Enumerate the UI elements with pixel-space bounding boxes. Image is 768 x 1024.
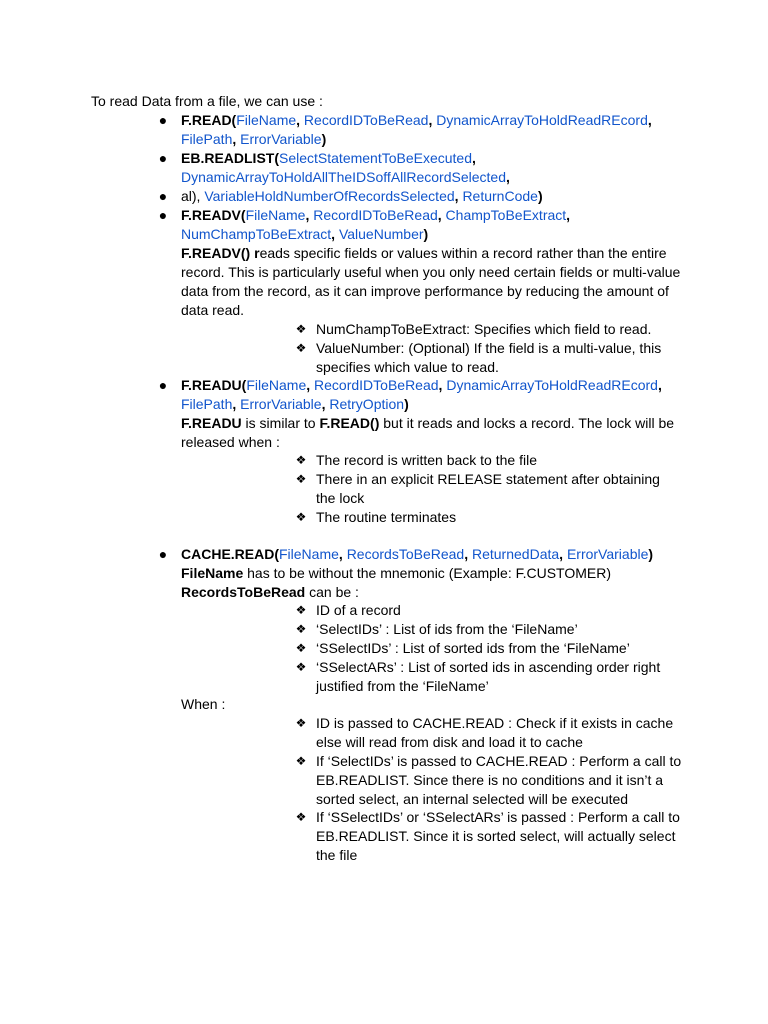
- diamond-bullet: ❖: [295, 641, 307, 655]
- bullet-readlist: ●: [158, 150, 168, 166]
- list-item: ID is passed to CACHE.READ : Check if it exists in cache: [316, 715, 674, 731]
- freadv-desc-line1: F.READV() reads specific fields or values within a record rather than the entire: [181, 245, 667, 261]
- diamond-bullet: ❖: [295, 716, 307, 730]
- param: ErrorVariable: [240, 396, 322, 412]
- list-item: NumChampToBeExtract: Specifies which field to read.: [316, 321, 652, 337]
- freadv-desc-line3: data from the record, as it can improve performance by reducing the amount of: [181, 283, 669, 299]
- diamond-bullet: ❖: [295, 754, 307, 768]
- freadv-signature-line1: F.READV(FileName, RecordIDToBeRead, ChampToBeExtract,: [181, 207, 571, 223]
- freadv-desc-line4: data read.: [181, 302, 245, 318]
- freadu-desc-line1: F.READU is similar to F.READ() but it reads and locks a record. The lock will be: [181, 415, 675, 431]
- param: ErrorVariable: [240, 131, 322, 147]
- list-item-cont: justified from the ‘FileName’: [316, 678, 489, 694]
- fread-name: F.READ(: [181, 112, 237, 128]
- param: FileName: [279, 546, 339, 562]
- diamond-bullet: ❖: [295, 472, 307, 486]
- freadu-name: F.READU(: [181, 377, 247, 393]
- freadv-name: F.READV(: [181, 207, 246, 223]
- diamond-bullet: ❖: [295, 660, 307, 674]
- param: FileName: [245, 207, 306, 223]
- list-item-cont: EB.READLIST. Since there is no conditions and it isn’t a: [316, 772, 664, 788]
- param: RecordIDToBeRead: [313, 207, 438, 223]
- list-item-cont: EB.READLIST. Since it is sorted select, will actually select: [316, 828, 676, 844]
- cache-name: CACHE.READ(: [181, 546, 279, 562]
- list-item: ‘SelectIDs’ : List of ids from the ‘FileName’: [316, 621, 578, 637]
- param: RecordsToBeRead: [346, 546, 465, 562]
- bullet-readlist-cont: ●: [158, 188, 168, 204]
- list-item: There in an explicit RELEASE statement after obtaining: [316, 471, 660, 487]
- param: ChampToBeExtract: [445, 207, 567, 223]
- param: DynamicArrayToHoldReadREcord: [446, 377, 658, 393]
- diamond-bullet: ❖: [295, 603, 307, 617]
- diamond-bullet: ❖: [295, 510, 307, 524]
- param: SelectStatementToBeExecuted: [279, 150, 473, 166]
- when-label: When :: [181, 696, 226, 712]
- list-item-cont: specifies which value to read.: [316, 359, 499, 375]
- list-item-cont: else will read from disk and load it to cache: [316, 734, 583, 750]
- param: VariableHoldNumberOfRecordsSelected: [204, 188, 455, 204]
- diamond-bullet: ❖: [295, 341, 307, 355]
- param: NumChampToBeExtract: [181, 226, 332, 242]
- freadu-signature-line2: FilePath, ErrorVariable, RetryOption): [181, 396, 409, 412]
- param: ReturnCode: [462, 188, 538, 204]
- list-item: The record is written back to the file: [316, 452, 537, 468]
- param: RecordIDToBeRead: [303, 112, 429, 128]
- bullet-cache-read: ●: [158, 546, 168, 562]
- param: FileName: [246, 377, 307, 393]
- freadv-signature-line2: NumChampToBeExtract, ValueNumber): [181, 226, 429, 242]
- readlist-signature-line3: al), VariableHoldNumberOfRecordsSelected, ReturnCode): [181, 188, 543, 204]
- param: RetryOption: [329, 396, 405, 412]
- list-item-cont: sorted select, an internal selected will be executed: [316, 791, 629, 807]
- cache-records-line: RecordsToBeRead can be :: [181, 584, 359, 600]
- readlist-signature-line1: EB.READLIST(SelectStatementToBeExecuted,: [181, 150, 476, 166]
- diamond-bullet: ❖: [295, 322, 307, 336]
- list-item: If ‘SSelectIDs’ or ‘SSelectARs’ is passed : Perform a call to: [316, 809, 680, 825]
- diamond-bullet: ❖: [295, 453, 307, 467]
- param: FilePath: [181, 131, 233, 147]
- bullet-fread: ●: [158, 112, 168, 128]
- param: ReturnedData: [471, 546, 560, 562]
- param: FileName: [236, 112, 297, 128]
- param: ValueNumber: [338, 226, 424, 242]
- diamond-bullet: ❖: [295, 622, 307, 636]
- readlist-name: EB.READLIST(: [181, 150, 279, 166]
- freadu-signature-line1: F.READU(FileName, RecordIDToBeRead, DynamicArrayToHoldReadREcord,: [181, 377, 662, 393]
- bullet-freadv: ●: [158, 207, 168, 223]
- freadu-desc-line2: released when :: [181, 434, 280, 450]
- fread-signature-line2: FilePath, ErrorVariable): [181, 131, 327, 147]
- list-item: ValueNumber: (Optional) If the field is a multi-value, this: [316, 340, 662, 356]
- bullet-freadu: ●: [158, 377, 168, 393]
- list-item: ‘SSelectIDs’ : List of sorted ids from the ‘FileName’: [316, 640, 630, 656]
- list-item: If ‘SelectIDs’ is passed to CACHE.READ : Perform a call to: [316, 753, 682, 769]
- list-item: The routine terminates: [316, 509, 457, 525]
- list-item-cont: the lock: [316, 490, 365, 506]
- cache-signature: CACHE.READ(FileName, RecordsToBeRead, ReturnedData, ErrorVariable): [181, 546, 654, 562]
- cache-filename-line: FileName has to be without the mnemonic (Example: F.CUSTOMER): [181, 565, 612, 581]
- freadv-desc-line2: record. This is particularly useful when you only need certain fields or multi-value: [181, 264, 681, 280]
- param: RecordIDToBeRead: [314, 377, 439, 393]
- fread-signature-line1: F.READ(FileName, RecordIDToBeRead, DynamicArrayToHoldReadREcord,: [181, 112, 652, 128]
- diamond-bullet: ❖: [295, 810, 307, 824]
- readlist-signature-line2: DynamicArrayToHoldAllTheIDSoffAllRecordSelected,: [181, 169, 510, 185]
- param: FilePath: [181, 396, 233, 412]
- param: DynamicArrayToHoldAllTheIDSoffAllRecordSelected: [181, 169, 506, 185]
- intro-text: To read Data from a file, we can use :: [91, 93, 323, 109]
- param: DynamicArrayToHoldReadREcord: [436, 112, 648, 128]
- list-item: ‘SSelectARs’ : List of sorted ids in ascending order right: [316, 659, 661, 675]
- list-item: ID of a record: [316, 602, 401, 618]
- list-item-cont: the file: [316, 847, 358, 863]
- param: ErrorVariable: [566, 546, 649, 562]
